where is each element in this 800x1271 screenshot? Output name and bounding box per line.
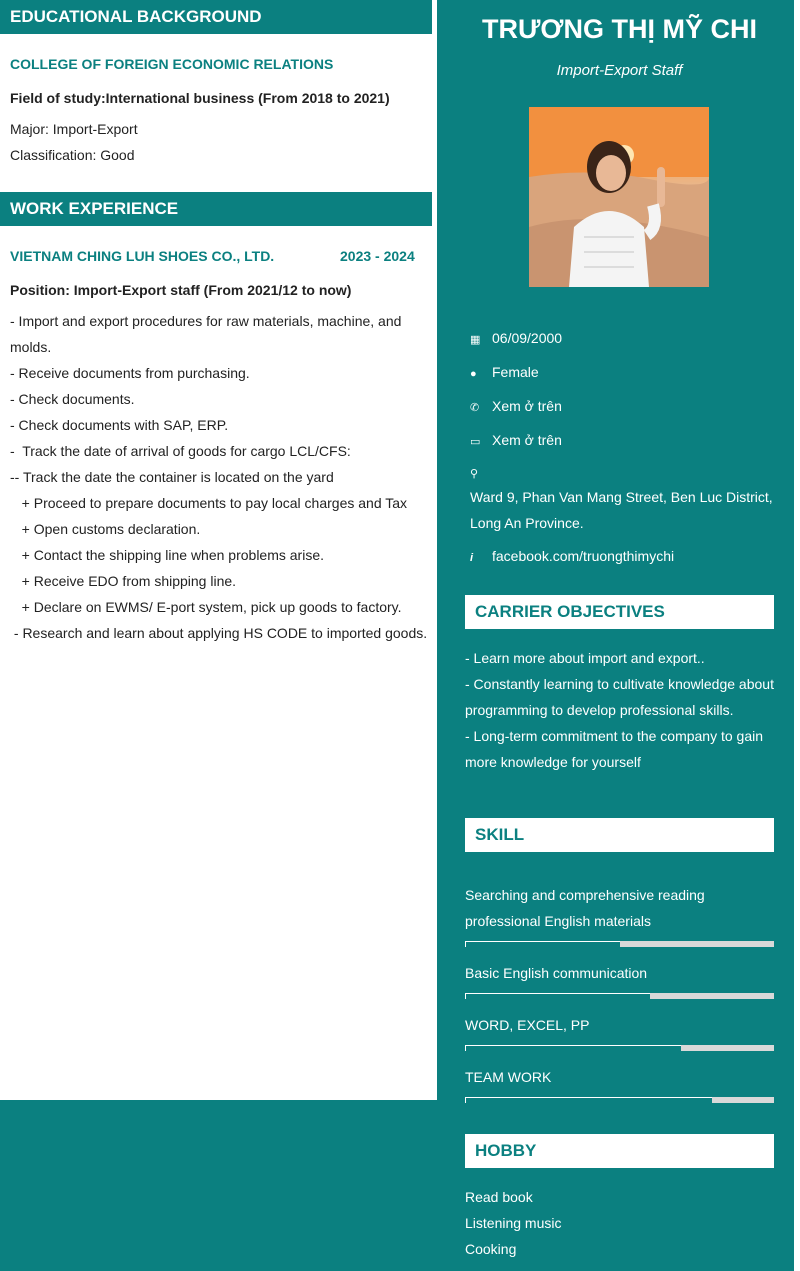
duty-line: - Receive documents from purchasing. (10, 365, 250, 381)
skill-heading: SKILL (465, 818, 774, 852)
phone-row (470, 398, 562, 414)
duty-line: + Contact the shipping line when problems arise. (10, 547, 325, 563)
birthday: 06/09/2000 (492, 330, 563, 346)
company-name: VIETNAM CHING LUH SHOES CO., LTD. (10, 248, 275, 264)
skill-fill (465, 993, 650, 999)
work-years: 2023 - 2024 (340, 248, 415, 264)
calendar-icon: ▦ (470, 334, 481, 346)
skill-bar (465, 1097, 774, 1103)
duty-line: - Research and learn about applying HS CODE to imported goods. (10, 625, 428, 641)
duty-line: - Import and export procedures for raw materials, machine, and (10, 313, 402, 329)
phone: Xem ở trên (492, 398, 562, 414)
left-footer-band (0, 1100, 437, 1271)
duty-line: + Proceed to prepare documents to pay local charges and Tax (10, 495, 408, 511)
person-name: TRƯƠNG THỊ MỸ CHI (482, 14, 757, 44)
skill-fill (465, 941, 620, 947)
skill-bar (465, 941, 774, 947)
objective-item: - Learn more about import and export.. (465, 650, 705, 666)
school-name: COLLEGE OF FOREIGN ECONOMIC RELATIONS (10, 56, 334, 72)
gender: Female (492, 364, 539, 380)
skill-fill (465, 1045, 681, 1051)
work-position: Position: Import-Export staff (From 2021/12 to now) (10, 282, 352, 298)
field-of-study: Field of study:International business (From 2018 to 2021) (10, 90, 390, 106)
hobby-item: Read book (465, 1189, 533, 1205)
person-role: Import-Export Staff (556, 62, 683, 79)
right-column (437, 0, 794, 1271)
duty-line: - Track the date of arrival of goods for cargo LCL/CFS: (10, 443, 351, 459)
education-heading: EDUCATIONAL BACKGROUND (0, 0, 432, 34)
right-edge (794, 0, 800, 1271)
profile-photo (529, 107, 709, 287)
classification: Classification: Good (10, 147, 135, 163)
objective-item: - Long-term commitment to the company to gain more knowledge for yourself (465, 728, 764, 770)
user-icon: ● (470, 368, 477, 380)
email: Xem ở trên (492, 432, 562, 448)
email-row (470, 432, 562, 448)
duty-line: - Check documents with SAP, ERP. (10, 417, 229, 433)
email-icon: ▭ (470, 436, 481, 448)
work-heading: WORK EXPERIENCE (0, 192, 432, 226)
major: Major: Import-Export (10, 121, 138, 137)
duty-line: molds. (10, 339, 52, 355)
website-link[interactable]: facebook.com/truongthimychi (492, 548, 675, 564)
skill-label: Basic English communication (465, 965, 648, 981)
skill-bar (465, 1045, 774, 1051)
duty-line: + Receive EDO from shipping line. (10, 573, 237, 589)
hobby-item: Cooking (465, 1241, 517, 1257)
objective-item: - Constantly learning to cultivate knowledge about programming to develop professional skills. (465, 676, 774, 718)
phone-icon: ✆ (470, 402, 480, 414)
hobby-item: Listening music (465, 1215, 562, 1231)
duty-line: - Check documents. (10, 391, 135, 407)
skill-fill (465, 1097, 712, 1103)
birthday-row (470, 330, 562, 346)
objectives-list (465, 645, 777, 775)
skill-bar (465, 993, 774, 999)
address: Ward 9, Phan Van Mang Street, Ben Luc District, Long An Province. (470, 489, 773, 531)
skill-label: Searching and comprehensive reading professional English materials (465, 887, 705, 929)
hobby-list (465, 1184, 562, 1262)
duty-line: + Open customs declaration. (10, 521, 201, 537)
hobby-heading: HOBBY (465, 1134, 774, 1168)
website-row (470, 548, 674, 564)
duty-line: -- Track the date the container is located on the yard (10, 469, 334, 485)
duties-list (10, 308, 428, 646)
gender-row (470, 364, 539, 380)
objectives-heading: CARRIER OBJECTIVES (465, 595, 774, 629)
duty-line: + Declare on EWMS/ E-port system, pick up goods to factory. (10, 599, 402, 615)
skill-label: WORD, EXCEL, PP (465, 1017, 590, 1033)
location-row (470, 464, 492, 480)
location-icon: ⚲ (470, 468, 479, 480)
info-icon: i (470, 552, 474, 564)
skill-label: TEAM WORK (465, 1069, 552, 1085)
